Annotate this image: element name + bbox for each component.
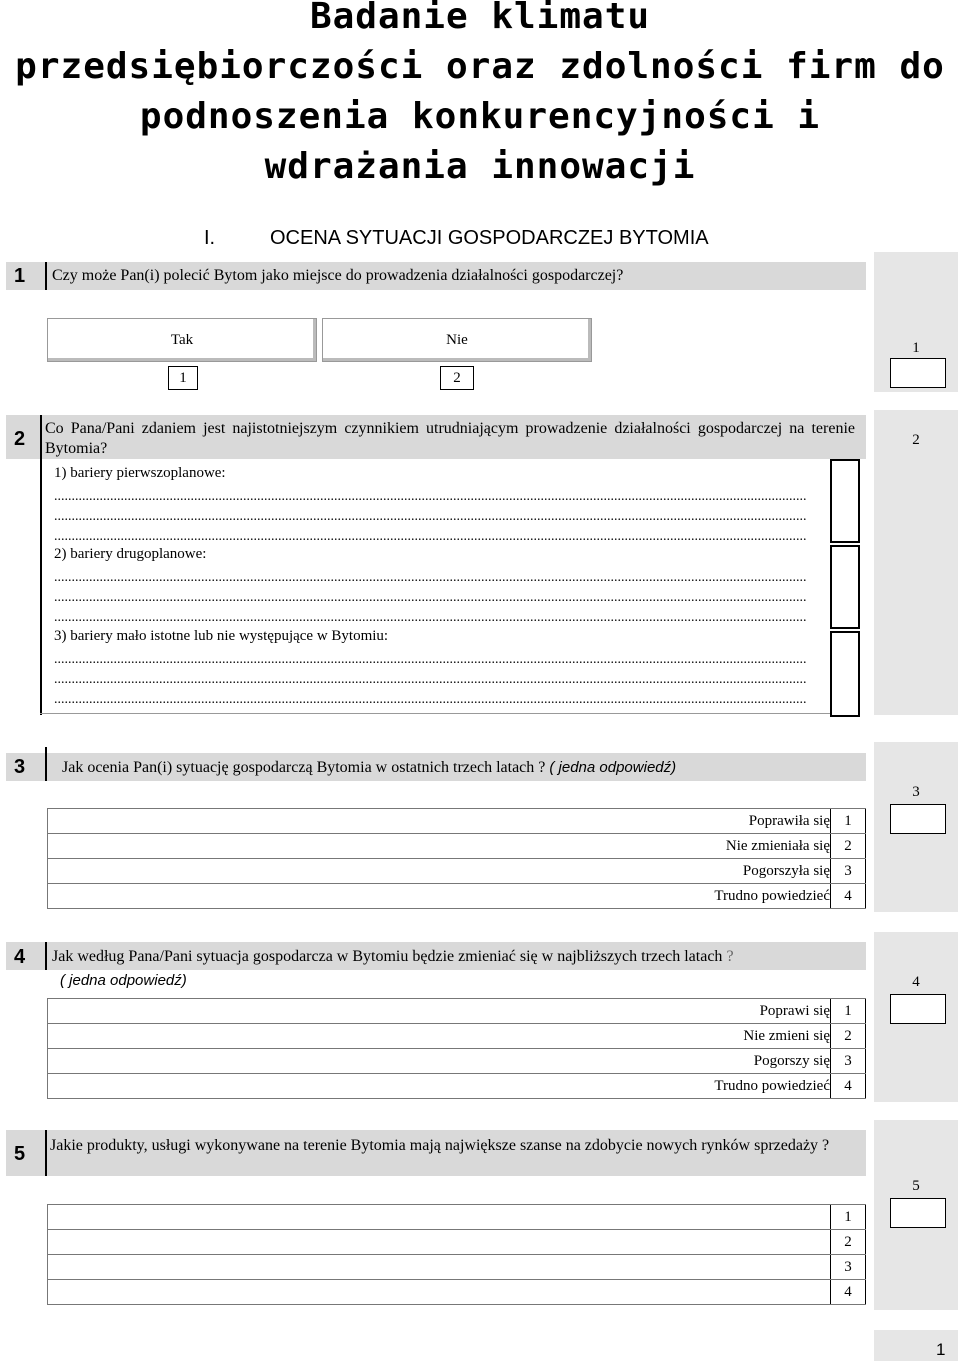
q4-question-mark: ? xyxy=(726,948,734,965)
survey-title-line-3: podnoszenia konkurencyjności i xyxy=(139,96,821,137)
q4-number: 4 xyxy=(14,946,26,968)
q1-side-panel xyxy=(874,252,958,392)
q3-hint: ( jedna odpowiedź) xyxy=(549,759,677,776)
q5-question: Jakie produkty, usługi wykonywane na terenie Bytomia mają największe szanse na zdobycie nowych rynków sprzedaży ? xyxy=(50,1137,830,1154)
q4-option-row[interactable] xyxy=(48,1049,866,1074)
q4-options xyxy=(47,998,866,1099)
q2-divider xyxy=(40,415,42,715)
q5-answer-lines xyxy=(47,1204,866,1305)
q3-option-code[interactable]: 2 xyxy=(830,834,866,858)
q3-option-label: Poprawiła się xyxy=(748,813,830,829)
q2-group-3-line-3[interactable]: ....................................................................................................................................................................................................................... xyxy=(54,692,807,707)
survey-title-line-2: przedsiębiorczości oraz zdolności firm do xyxy=(15,46,945,87)
q2-side-panel xyxy=(874,410,958,715)
q2-group-3-line-2[interactable]: ....................................................................................................................................................................................................................... xyxy=(54,672,807,687)
section-heading: OCENA SYTUACJI GOSPODARCZEJ BYTOMIA xyxy=(270,227,709,249)
q5-answer-box[interactable] xyxy=(890,1198,946,1228)
q3-option-code[interactable]: 4 xyxy=(830,884,866,908)
q5-side-panel xyxy=(874,1120,958,1310)
q5-answer-code[interactable]: 3 xyxy=(830,1255,866,1279)
q1-answer-box[interactable] xyxy=(890,358,946,388)
q2-code-box-group-2[interactable] xyxy=(830,545,860,629)
survey-title-line-4: wdrażania innowacji xyxy=(264,146,696,187)
q5-side-label: 5 xyxy=(912,1178,920,1194)
q1-code-tak[interactable]: 1 xyxy=(168,366,198,390)
q4-option-label: Trudno powiedzieć xyxy=(714,1078,830,1094)
q2-group-3-line-1[interactable]: ....................................................................................................................................................................................................................... xyxy=(54,652,807,667)
q4-question-text: Jak według Pana/Pani sytuacja gospodarcza w Bytomiu będzie zmieniać się w najbliższych trzech latach xyxy=(52,948,723,965)
q2-group-1-line-3[interactable]: ....................................................................................................................................................................................................................... xyxy=(54,529,807,544)
q3-question-text: Jak ocenia Pan(i) sytuację gospodarczą Bytomia w ostatnich trzech latach ? xyxy=(62,759,546,776)
q4-option-row[interactable] xyxy=(48,1024,866,1049)
q2-code-box-group-3[interactable] xyxy=(830,631,860,717)
q3-option-row[interactable] xyxy=(48,809,866,834)
q1-question: Czy może Pan(i) polecić Bytom jako miejsce do prowadzenia działalności gospodarczej? xyxy=(52,267,624,284)
survey-title-line-1: Badanie klimatu xyxy=(309,0,651,37)
q1-number: 1 xyxy=(14,265,26,287)
q5-answer-code[interactable]: 4 xyxy=(830,1280,866,1304)
q1-divider xyxy=(45,262,47,290)
q4-option-code[interactable]: 4 xyxy=(830,1074,866,1098)
q3-option-row[interactable] xyxy=(48,834,866,859)
q4-option-row[interactable] xyxy=(48,999,866,1024)
q2-side-label: 2 xyxy=(912,432,920,448)
q3-option-code[interactable]: 3 xyxy=(830,859,866,883)
q5-answer-row[interactable] xyxy=(48,1230,866,1255)
q2-group-2-line-2[interactable]: ....................................................................................................................................................................................................................... xyxy=(54,590,807,605)
q5-answer-row[interactable] xyxy=(48,1255,866,1280)
q1-code-nie[interactable]: 2 xyxy=(440,366,474,390)
q3-option-code[interactable]: 1 xyxy=(830,809,866,833)
q5-divider xyxy=(45,1130,47,1176)
q2-group-1-line-2[interactable]: ....................................................................................................................................................................................................................... xyxy=(54,509,807,524)
q3-option-label: Nie zmieniała się xyxy=(725,838,830,854)
q4-hint: ( jedna odpowiedź) xyxy=(60,972,187,989)
q3-question xyxy=(62,758,676,778)
q3-option-label: Pogorszyła się xyxy=(742,863,830,879)
q2-group-2-line-1[interactable]: ....................................................................................................................................................................................................................... xyxy=(54,570,807,585)
q2-group-2-line-3[interactable]: ....................................................................................................................................................................................................................... xyxy=(54,610,807,625)
q5-answer-code[interactable]: 2 xyxy=(830,1230,866,1254)
q4-question xyxy=(52,947,734,967)
q2-code-box-group-1[interactable] xyxy=(830,459,860,543)
q4-side-panel xyxy=(874,932,958,1102)
q3-option-row[interactable] xyxy=(48,859,866,884)
q1-side-label: 1 xyxy=(912,340,920,356)
page-number: 1 xyxy=(936,1340,946,1359)
q2-group-3-label: 3) bariery mało istotne lub nie występujące w Bytomiu: xyxy=(54,628,389,644)
q3-option-label: Trudno powiedzieć xyxy=(714,888,830,904)
q4-answer-box[interactable] xyxy=(890,994,946,1024)
q4-option-code[interactable]: 3 xyxy=(830,1049,866,1073)
q4-option-code[interactable]: 1 xyxy=(830,999,866,1023)
q4-divider xyxy=(45,942,47,970)
q4-option-code[interactable]: 2 xyxy=(830,1024,866,1048)
q1-option-tak-header: Tak xyxy=(47,318,317,362)
q5-answer-row[interactable] xyxy=(48,1205,866,1230)
q3-divider xyxy=(45,747,47,781)
q4-option-label: Pogorszy się xyxy=(753,1053,830,1069)
q3-option-row[interactable] xyxy=(48,884,866,909)
q3-side-label: 3 xyxy=(912,784,920,800)
q2-bottom-rule xyxy=(40,713,860,714)
q2-group-2-label: 2) bariery drugoplanowe: xyxy=(54,546,207,562)
q3-options xyxy=(47,808,866,909)
q4-option-label: Poprawi się xyxy=(759,1003,830,1019)
q3-number: 3 xyxy=(14,756,26,778)
q2-group-1-label: 1) bariery pierwszoplanowe: xyxy=(54,465,226,481)
q4-option-row[interactable] xyxy=(48,1074,866,1099)
q2-number: 2 xyxy=(14,428,26,450)
section-roman: I. xyxy=(204,227,216,249)
q5-number: 5 xyxy=(14,1143,26,1165)
q3-side-panel xyxy=(874,742,958,912)
q1-option-nie-header: Nie xyxy=(322,318,592,362)
q2-question: Co Pana/Pani zdaniem jest najistotniejszym czynnikiem utrudniającym prowadzenie działalności gospodarczej na terenie Bytomia? xyxy=(45,420,855,457)
q2-group-1-line-1[interactable]: ....................................................................................................................................................................................................................... xyxy=(54,489,807,504)
q5-answer-code[interactable]: 1 xyxy=(830,1205,866,1229)
q3-answer-box[interactable] xyxy=(890,804,946,834)
q4-side-label: 4 xyxy=(912,974,920,990)
q4-option-label: Nie zmieni się xyxy=(743,1028,830,1044)
q5-answer-row[interactable] xyxy=(48,1280,866,1305)
